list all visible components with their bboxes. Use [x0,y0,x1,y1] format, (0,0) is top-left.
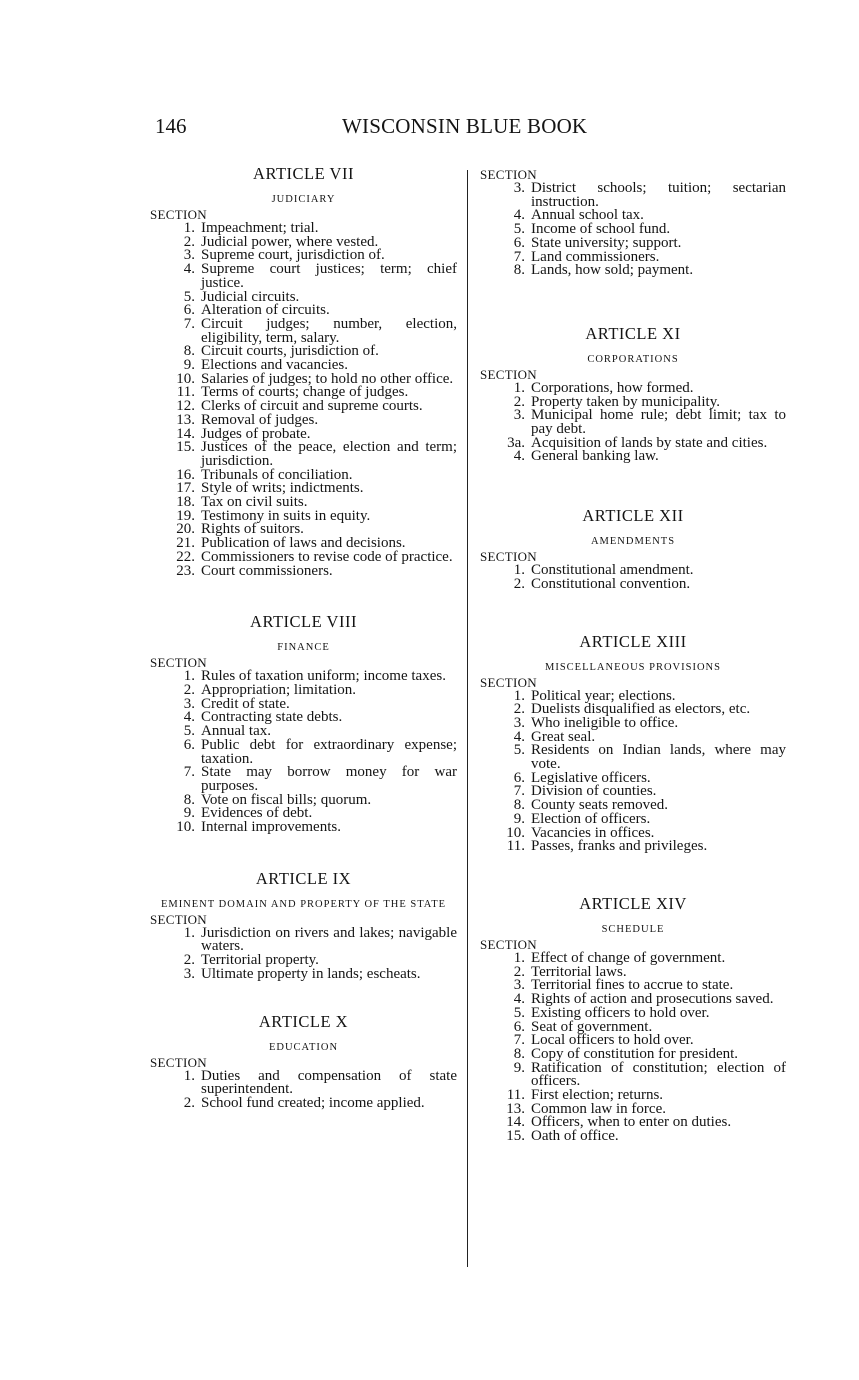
section-number: 17. [176,480,195,497]
section-number: 8. [513,1045,525,1062]
section-text: Land commissioners. [531,248,660,265]
section-label: SECTION [150,655,207,671]
article-x-continued [480,168,786,278]
section-number: 14. [506,1114,525,1131]
section-item [150,736,457,767]
section-item [150,1067,457,1098]
section-number: 6. [513,234,525,251]
section-number: 9. [183,805,195,822]
section-number: 7. [513,248,525,265]
section-text: Contracting state debts. [201,709,343,726]
section-item [480,1116,786,1130]
section-number: 11. [176,384,195,401]
section-text: Seat of government. [531,1018,653,1035]
section-number: 19. [176,507,195,524]
section-number: 2. [513,393,525,410]
section-text: Vote on fiscal bills; quorum. [201,791,372,808]
section-text: Constitutional amendment. [531,562,694,579]
section-label: SECTION [480,936,537,952]
section-text: Income of school fund. [531,221,671,238]
article-subtitle: JUDICIARY [271,194,336,205]
section-number: 1. [183,220,195,236]
section-text: Who ineligible to office. [531,714,679,731]
article-subtitle: AMENDMENTS [590,536,676,548]
article-title: ARTICLE VIII [250,612,357,632]
section-text: Alteration of circuits. [201,302,330,319]
section-number: 1. [183,1067,195,1084]
section-item [480,1059,786,1090]
section-number: 4. [513,207,525,224]
section-number: 5. [513,1004,525,1021]
section-item [150,821,457,835]
section-item [480,949,786,966]
section-item [150,263,457,290]
section-number: 6. [513,1018,525,1035]
section-label: SECTION [150,1054,207,1070]
article-title: ARTICLE IX [255,868,352,888]
section-number: 23. [176,562,195,579]
section-number: 2. [513,963,525,980]
section-number: 2. [183,1094,195,1111]
section-number: 5. [513,742,525,759]
section-text: Territorial fines to accrue to state. [531,977,734,994]
section-text: Tax on civil suits. [201,494,308,511]
section-text: Territorial laws. [531,963,627,980]
section-number: 9. [513,810,525,827]
section-text: Division of counties. [531,783,657,800]
section-label: SECTION [150,207,207,222]
section-number: 5. [513,221,525,238]
section-number: 3. [513,977,525,994]
section-item [480,575,786,592]
article-title: ARTICLE XIV [579,893,687,913]
section-number: 9. [513,1059,525,1076]
section-text: Corporations, how formed. [531,379,694,396]
section-item [150,924,457,955]
section-number: 21. [176,535,195,552]
section-text: Appropriation; limitation. [201,681,356,698]
article-ix [150,869,457,982]
section-text: Duelists disqualified as electors, etc. [531,701,751,718]
section-text: Rules of taxation uniform; income taxes. [201,668,446,685]
section-list [480,379,786,465]
article-x [150,1012,457,1111]
section-text: Impeachment; trial. [201,220,319,236]
section-number: 11. [506,838,525,855]
article-subtitle: SCHEDULE [601,923,665,935]
section-item [150,441,457,468]
section-text: State may borrow money for war purposes. [201,764,457,794]
section-text: Existing officers to hold over. [531,1004,710,1021]
section-list [480,949,786,1145]
section-text: Political year; elections. [531,687,676,704]
section-number: 1. [183,668,195,685]
section-text: Supreme court, jurisdiction of. [201,247,385,264]
section-item [150,1094,457,1111]
section-text: Territorial property. [201,952,319,969]
section-text: Court commissioners. [201,562,333,579]
section-number: 3a. [507,434,525,451]
section-text: Lands, how sold; payment. [531,262,694,279]
section-item [480,714,786,731]
article-subtitle: MISCELLANEOUS PROVISIONS [545,661,721,673]
section-number: 10. [506,824,525,841]
section-number: 2. [183,952,195,969]
section-text: Judicial power, where vested. [201,233,379,250]
section-text: State university; support. [531,234,682,251]
section-text: Terms of courts; change of judges. [201,384,409,401]
article-xiv [480,894,786,1144]
section-number: 1. [513,379,525,396]
section-number: 1. [183,924,195,941]
section-label: SECTION [480,549,537,565]
section-list [150,1067,457,1111]
section-number: 4. [513,728,525,745]
section-number: 15. [506,1128,525,1145]
article-xii [480,506,786,591]
section-number: 8. [183,791,195,808]
section-number: 1. [513,562,525,579]
section-text: Rights of suitors. [201,521,304,538]
section-text: Municipal home rule; debt limit; tax to pay debt. [531,407,786,438]
section-item [150,681,457,698]
section-text: Officers, when to enter on duties. [531,1114,732,1131]
section-text: Common law in force. [531,1100,666,1117]
article-title: ARTICLE VII [253,164,354,183]
section-text: Residents on Indian lands, where may vote. [531,742,786,773]
section-text: Duties and compensation of state superintendent. [201,1067,457,1098]
section-label: SECTION [480,167,537,182]
section-text: Annual tax. [201,723,271,740]
section-text: Legislative officers. [531,769,651,786]
section-item [480,840,786,854]
section-item [150,315,457,346]
left-column [150,164,457,1111]
section-number: 7. [513,783,525,800]
section-number: 2. [513,575,525,592]
section-text: Annual school tax. [531,207,644,224]
section-number: 10. [176,819,195,836]
section-item [150,766,457,793]
section-text: Style of writs; indictments. [201,480,364,497]
section-number: 1. [513,949,525,966]
section-number: 7. [183,315,195,332]
section-text: Salaries of judges; to hold no other office. [201,370,454,387]
section-number: 3. [183,695,195,712]
section-number: 20. [176,521,195,538]
section-text: Constitutional convention. [531,575,691,592]
article-title: ARTICLE XI [585,323,681,343]
article-viii [150,612,457,834]
section-number: 8. [513,262,525,279]
section-item [150,562,457,579]
section-text: Removal of judges. [201,411,319,428]
section-number: 3. [183,247,195,264]
section-text: Publication of laws and decisions. [201,535,406,552]
page-number: 146 [155,114,187,138]
section-text: Copy of constitution for president. [531,1045,739,1062]
section-text: Oath of office. [531,1128,619,1145]
right-column [480,166,786,1144]
section-list [480,182,786,278]
section-text: Great seal. [531,728,596,745]
section-text: Supreme court justices; term; chief justice. [201,261,457,291]
section-item [150,711,457,725]
section-text: Property taken by municipality. [531,393,720,410]
section-number: 4. [513,991,525,1008]
section-number: 12. [176,398,195,415]
section-item [480,182,786,209]
section-text: School fund created; income applied. [201,1094,425,1111]
page-header [0,114,859,140]
section-text: Public debt for extraordinary expense; taxation. [201,736,457,767]
section-number: 2. [183,233,195,250]
section-list [150,924,457,982]
article-title: ARTICLE XII [582,506,684,526]
section-number: 8. [183,343,195,360]
section-text: Effect of change of government. [531,949,726,966]
section-number: 3. [513,180,525,196]
section-text: Acquisition of lands by state and cities. [531,434,768,451]
article-xiii [480,632,786,854]
section-text: Internal improvements. [201,819,341,836]
article-subtitle: EMINENT DOMAIN AND PROPERTY OF THE STATE [160,898,447,910]
section-list [480,687,786,855]
section-item [480,409,786,436]
section-label: SECTION [480,366,537,382]
section-number: 7. [513,1032,525,1049]
section-number: 4. [183,261,195,278]
article-xi [480,324,786,464]
section-number: 11. [506,1087,525,1104]
section-text: Credit of state. [201,695,290,712]
section-number: 16. [176,466,195,483]
section-number: 3. [183,965,195,982]
column-divider [467,170,468,1267]
section-text: Circuit judges; number, election, eligibility, term, salary. [201,315,457,346]
section-text: Ultimate property in lands; escheats. [201,965,421,982]
section-text: Vacancies in offices. [531,824,655,841]
section-text: Commissioners to revise code of practice. [201,548,453,565]
article-vii [150,164,457,578]
section-number: 22. [176,548,195,565]
section-list [150,670,457,834]
section-number: 2. [183,681,195,698]
section-item [480,264,786,278]
section-text: Judicial circuits. [201,288,300,305]
section-label: SECTION [150,911,207,927]
section-number: 5. [183,288,195,305]
section-text: Judges of probate. [201,425,311,442]
section-text: Tribunals of conciliation. [201,466,353,483]
section-item [480,744,786,771]
section-number: 13. [176,411,195,428]
running-title: WISCONSIN BLUE BOOK [342,114,588,138]
article-subtitle: FINANCE [277,642,330,654]
section-number: 6. [513,769,525,786]
section-text: General banking law. [531,448,659,465]
section-text: First election; returns. [531,1087,664,1104]
section-text: Local officers to hold over. [531,1032,694,1049]
section-number: 14. [176,425,195,442]
section-number: 4. [183,709,195,726]
section-number: 13. [506,1100,525,1117]
section-item [480,450,786,464]
section-number: 4. [513,448,525,465]
section-number: 6. [183,302,195,319]
section-number: 10. [176,370,195,387]
section-list [480,564,786,591]
section-text: District schools; tuition; sectarian instruction. [531,180,786,210]
section-label: SECTION [480,674,537,690]
section-text: Circuit courts, jurisdiction of. [201,343,379,360]
section-text: Evidences of debt. [201,805,313,822]
article-title: ARTICLE XIII [579,631,687,651]
section-text: Elections and vacancies. [201,357,349,374]
section-text: Election of officers. [531,810,651,827]
section-text: Testimony in suits in equity. [201,507,371,524]
section-list [150,222,457,578]
section-text: Jurisdiction on rivers and lakes; navigable waters. [201,924,457,955]
section-number: 15. [176,439,195,456]
section-item [480,1130,786,1144]
section-number: 7. [183,764,195,781]
section-number: 6. [183,736,195,753]
section-text: Ratification of constitution; election of officers. [531,1059,786,1090]
section-number: 5. [183,723,195,740]
section-number: 18. [176,494,195,511]
section-number: 1. [513,687,525,704]
section-number: 9. [183,357,195,374]
article-subtitle: CORPORATIONS [587,353,679,365]
section-number: 3. [513,714,525,731]
section-text: Justices of the peace, election and term; jurisdiction. [201,439,457,469]
section-text: County seats removed. [531,797,669,814]
section-text: Clerks of circuit and supreme courts. [201,398,423,415]
section-item [150,965,457,982]
section-number: 2. [513,701,525,718]
article-subtitle: EDUCATION [268,1041,339,1053]
section-number: 8. [513,797,525,814]
section-number: 3. [513,407,525,424]
section-text: Rights of action and prosecutions saved. [531,991,774,1008]
section-text: Passes, franks and privileges. [531,838,708,855]
article-title: ARTICLE X [258,1011,349,1031]
